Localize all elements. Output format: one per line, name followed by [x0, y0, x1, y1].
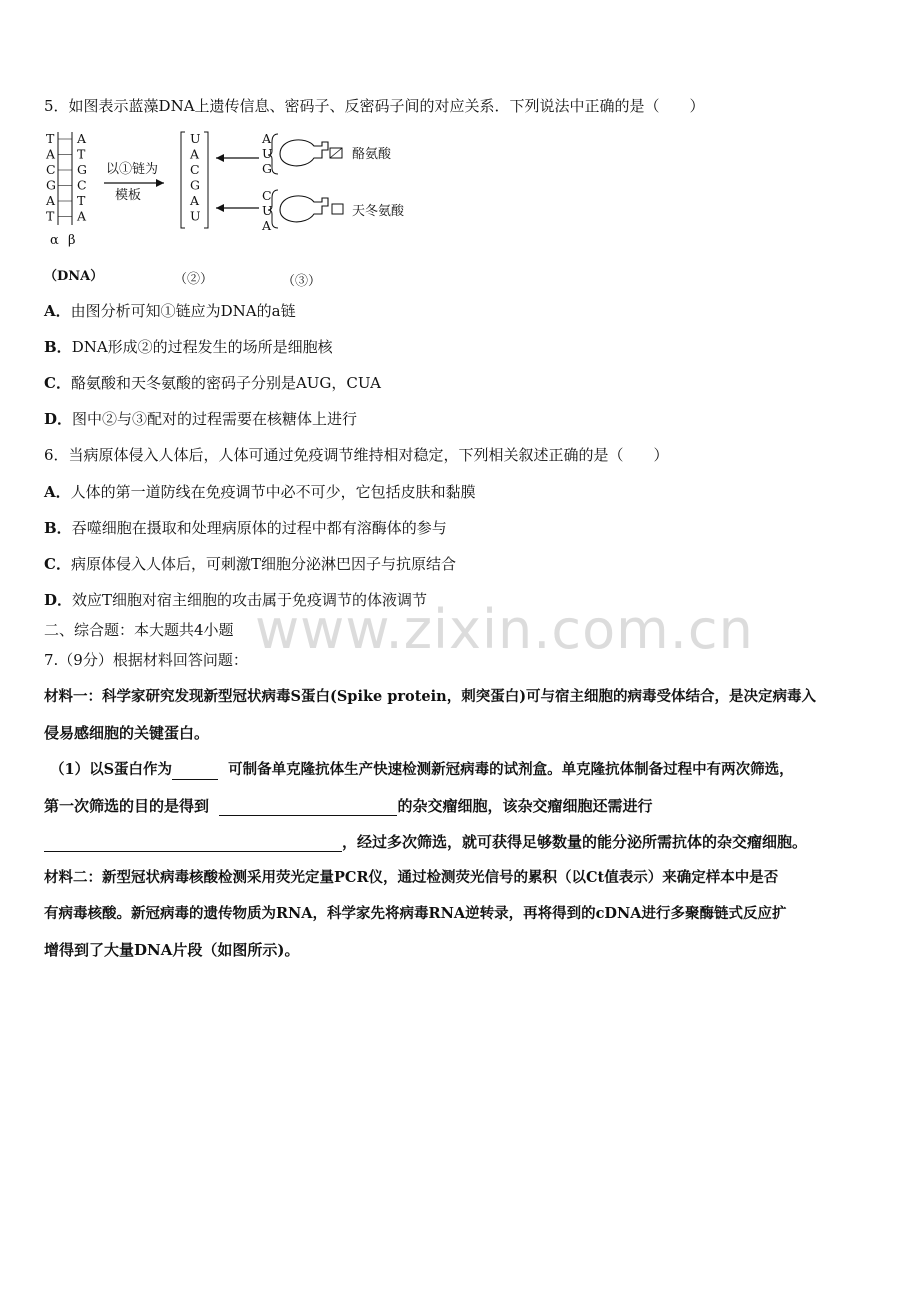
section-heading: 二、综合题：本大题共4小题: [44, 621, 234, 639]
option-text: 图中②与③配对的过程需要在核糖体上进行: [72, 410, 358, 428]
option-letter: D．: [44, 591, 73, 609]
dna-alpha-base: A: [46, 193, 56, 208]
option-text: 酪氨酸和天冬氨酸的密码子分别是AUG，CUA: [70, 374, 381, 392]
option-letter: B．: [44, 519, 72, 537]
answer-blank-2[interactable]: [219, 799, 397, 816]
dna-beta-base: A: [77, 208, 87, 224]
arrow-label-1: 以①链为: [106, 162, 159, 177]
q5-option-c: [44, 373, 381, 393]
q5-figure: [44, 128, 444, 293]
sub1-line2-prefix: 第一次筛选的目的是得到: [44, 797, 210, 815]
mrna-base: A: [190, 146, 200, 162]
dna-beta-base: C: [77, 177, 87, 193]
option-letter: D．: [44, 410, 73, 428]
q6-option-a: [44, 482, 476, 502]
q6-option-b: [44, 518, 447, 538]
dna-alpha-base: T: [46, 208, 55, 224]
dna-beta-base: G: [77, 162, 87, 177]
q7-material2-line2: 有病毒核酸。新冠病毒的遗传物质为RNA，科学家先将病毒RNA逆转录，再将得到的cDNA进行多聚酶链式反应扩: [44, 905, 787, 922]
caption-2: （②）: [174, 272, 214, 287]
dna-beta-base: T: [77, 146, 86, 162]
q6-option-c: [44, 554, 456, 574]
q5-option-a: [44, 301, 296, 321]
aa1-hatch: [330, 148, 342, 158]
mrna-base: U: [190, 208, 201, 224]
option-text: 病原体侵入人体后，可刺激T细胞分泌淋巴因子与抗原结合: [70, 555, 456, 573]
sub1-suffix: 可制备单克隆抗体生产快速检测新冠病毒的试剂盒。单克隆抗体制备过程中有两次筛选，: [228, 761, 794, 778]
q7-sub1-line2: [44, 796, 652, 816]
option-letter: A．: [44, 302, 71, 320]
sub1-line2-suffix: 的杂交瘤细胞，该杂交瘤细胞还需进行: [397, 797, 653, 815]
answer-blank-1[interactable]: [172, 763, 218, 780]
trna2-shape: [280, 196, 328, 222]
mrna-base: U: [190, 131, 201, 146]
option-letter: C．: [44, 374, 71, 392]
trna1-arrow-head: [216, 154, 224, 162]
alpha-label: α: [50, 233, 59, 248]
caption-dna: （DNA）: [44, 269, 104, 284]
dna-alpha-base: A: [46, 146, 56, 162]
dna-beta-base: T: [77, 193, 86, 208]
trna1-anticodon-base: U: [262, 146, 273, 161]
q6-option-d: [44, 590, 427, 610]
answer-blank-3[interactable]: [44, 835, 342, 852]
option-letter: A．: [44, 483, 71, 501]
q7-stem: 7.（9分）根据材料回答问题：: [44, 651, 248, 669]
trna2-anticodon-base: A: [262, 218, 272, 233]
mrna-base: C: [190, 162, 200, 177]
q7-material2-line3: 增得到了大量DNA片段（如图所示)。: [44, 941, 300, 959]
watermark: www.zixin.com.cn: [255, 598, 754, 661]
arrow-label-2: 模板: [115, 188, 142, 203]
q7-material1-line2: 侵易感细胞的关键蛋白。: [44, 724, 210, 742]
aa1-label: 酪氨酸: [352, 147, 392, 162]
trna1-shape: [280, 140, 328, 166]
trna2-anticodon-base: C: [262, 188, 272, 203]
mrna-right-bracket: [204, 132, 208, 228]
mrna-left-bracket: [181, 132, 185, 228]
option-text: 人体的第一道防线在免疫调节中必不可少，它包括皮肤和黏膜: [70, 483, 476, 501]
template-arrow-head: [156, 179, 164, 187]
trna2-anticodon-base: U: [262, 203, 273, 218]
q5-option-d: [44, 409, 357, 429]
dna-alpha-base: G: [46, 177, 56, 193]
dna-beta-base: A: [77, 131, 87, 146]
q7-sub1-line3: [44, 832, 807, 852]
q7-material2-line1: 材料二：新型冠状病毒核酸检测采用荧光定量PCR仪，通过检测荧光信号的累积（以Ct值表示）来确定样本中是否: [44, 869, 779, 886]
mrna-base: A: [190, 193, 200, 208]
q6-stem: 6．当病原体侵入人体后，人体可通过免疫调节维持相对稳定，下列相关叙述正确的是（ ）: [44, 446, 669, 464]
option-letter: C．: [44, 555, 71, 573]
dna-alpha-base: T: [46, 131, 55, 146]
sub1-prefix: （1）以S蛋白作为: [50, 761, 173, 778]
beta-label: β: [68, 233, 76, 248]
aa2-box: [332, 204, 343, 214]
option-text: 由图分析可知①链应为DNA的a链: [70, 302, 296, 320]
q5-option-b: [44, 337, 333, 357]
mrna-base: G: [190, 177, 200, 193]
trna2-arrow-head: [216, 204, 224, 212]
aa2-label: 天冬氨酸: [352, 204, 405, 219]
q5-stem: 5．如图表示蓝藻DNA上遗传信息、密码子、反密码子间的对应关系．下列说法中正确的是（ ）: [44, 97, 705, 115]
option-text: 效应T细胞对宿主细胞的攻击属于免疫调节的体液调节: [72, 591, 428, 609]
option-text: DNA形成②的过程发生的场所是细胞核: [71, 338, 333, 356]
dna-alpha-base: C: [46, 162, 56, 177]
sub1-line3-suffix: ，经过多次筛选，就可获得足够数量的能分泌所需抗体的杂交瘤细胞。: [342, 833, 808, 851]
trna1-anticodon-base: G: [262, 161, 272, 176]
option-letter: B．: [44, 338, 72, 356]
option-text: 吞噬细胞在摄取和处理病原体的过程中都有溶酶体的参与: [71, 519, 447, 537]
caption-3: （③）: [282, 274, 322, 289]
q7-material1-line1: 材料一：科学家研究发现新型冠状病毒S蛋白(Spike protein，刺突蛋白)可与宿主细胞的病毒受体结合，是决定病毒入: [44, 688, 817, 705]
trna1-anticodon-base: A: [262, 131, 272, 146]
q7-sub1-line1: [50, 760, 794, 780]
